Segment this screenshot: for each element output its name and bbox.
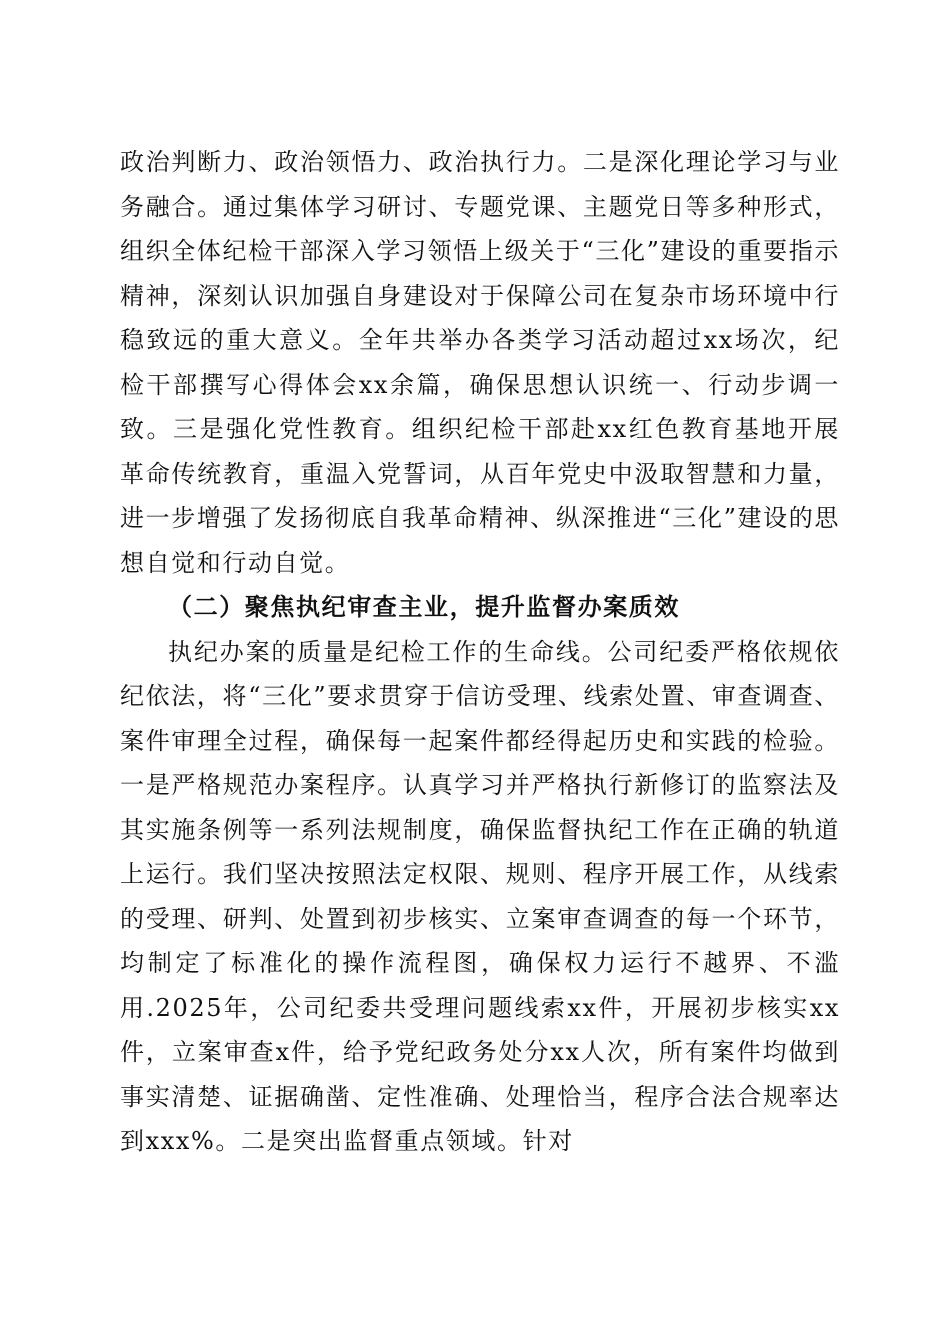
paragraph-continuation: 政治判断力、政治领悟力、政治执行力。二是深化理论学习与业务融合。通过集体学习研讨、专题党课、主题党日等多种形式，组织全体纪检干部深入学习领悟上级关于“三化”建设的重要指示精神，深刻认识加强自身建设对于保障公司在复杂市场环境中行稳致远的重大意义。全年共举办各类学习活动超过xx场次，纪检干部撰写心得体会xx余篇，确保思想认识统一、行动步调一致。三是强化党性教育。组织纪检干部赴xx红色教育基地开展革命传统教育，重温入党誓词，从百年党史中汲取智慧和力量，进一步增强了发扬彻底自我革命精神、纵深推进“三化”建设的思想自觉和行动自觉。: [120, 148, 840, 577]
section-heading: （二）聚焦执纪审查主业，提升监督办案质效: [168, 592, 680, 621]
document-body: [120, 140, 840, 1164]
paragraph-body: 执纪办案的质量是纪检工作的生命线。公司纪委严格依规依纪依法，将“三化”要求贯穿于信访受理、线索处置、审查调查、案件审理全过程，确保每一起案件都经得起历史和实践的检验。一是严格规范办案程序。认真学习并严格执行新修订的监察法及其实施条例等一系列法规制度，确保监督执纪工作在正确的轨道上运行。我们坚决按照法定权限、规则、程序开展工作，从线索的受理、研判、处置到初步核实、立案审查调查的每一个环节，均制定了标准化的操作流程图，确保权力运行不越界、不滥用.2025年，公司纪委共受理问题线索xx件，开展初步核实xx件，立案审查x件，给予党纪政务处分xx人次，所有案件均做到事实清楚、证据确凿、定性准确、处理恰当，程序合法合规率达到xxx%。二是突出监督重点领域。针对: [120, 637, 840, 1155]
